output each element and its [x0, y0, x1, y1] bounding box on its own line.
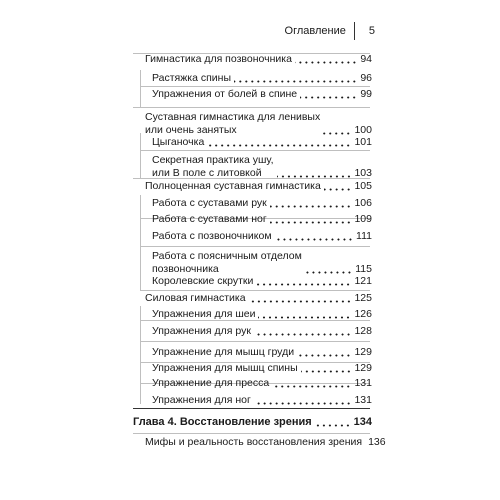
leader-dots: [270, 221, 352, 224]
divider: [133, 433, 370, 434]
divider: [140, 86, 370, 87]
toc-entry-page: 105: [354, 180, 372, 192]
toc-entry-page: 121: [354, 275, 372, 287]
toc-entry-title: Мифы и реальность восстановления зрения: [145, 436, 363, 448]
leader-dots: [315, 424, 351, 427]
toc-entry[interactable]: [152, 72, 372, 85]
toc-entry-title: Растяжка спины: [152, 72, 231, 84]
toc-entry[interactable]: [145, 111, 372, 137]
toc-entry[interactable]: [152, 275, 372, 288]
toc-entry-page: 103: [354, 167, 372, 179]
toc-entry[interactable]: [145, 436, 386, 449]
toc-entry-title: Работа с суставами ног: [152, 213, 267, 225]
toc-entry-title: Работа с поясничным отделом позвоночника: [152, 250, 302, 275]
toc-entry-page: 129: [354, 346, 372, 358]
toc-entry-title: Цыганочка: [152, 136, 205, 148]
toc-entry[interactable]: [152, 394, 372, 407]
toc-entry[interactable]: [145, 53, 372, 66]
toc-entry-title: Упражнения для мышц спины: [152, 362, 298, 374]
page-number: 5: [368, 25, 375, 37]
toc-entry-page: 125: [354, 292, 372, 304]
toc-entry-title: Секретная практика ушу, или В поле с литовкой: [152, 154, 274, 179]
toc-entry-title: Силовая гимнастика: [145, 292, 246, 304]
toc-entry[interactable]: [152, 88, 372, 101]
toc-entry-page: 115: [355, 263, 372, 275]
running-header: [285, 22, 375, 40]
leader-dots: [323, 132, 351, 135]
toc-entry-page: 106: [354, 197, 372, 209]
toc-entry-page: 136: [368, 436, 386, 448]
leader-dots: [272, 385, 351, 388]
leader-dots: [301, 370, 352, 373]
toc-entry[interactable]: [152, 197, 372, 210]
leader-dots: [234, 80, 357, 83]
toc-entry-page: 96: [360, 72, 372, 84]
toc-entry[interactable]: [152, 136, 372, 149]
chapter-divider: [133, 408, 370, 409]
leader-dots: [207, 144, 351, 147]
leader-dots: [256, 283, 351, 286]
divider: [140, 341, 370, 342]
toc-entry-page: 131: [354, 394, 372, 406]
leader-dots: [277, 175, 352, 178]
toc-entry-title: Королевские скрутки: [152, 275, 254, 287]
leader-dots: [305, 271, 352, 274]
leader-dots: [270, 205, 352, 208]
toc-entry[interactable]: [152, 230, 372, 243]
toc-entry-page: 129: [354, 362, 372, 374]
leader-dots: [297, 354, 351, 357]
toc-entry[interactable]: [145, 180, 372, 193]
divider: [140, 246, 370, 247]
toc-entry-page: 111: [356, 230, 372, 242]
toc-entry[interactable]: [145, 292, 372, 305]
toc-entry-page: 131: [354, 377, 372, 389]
toc-entry-title: Упражнение для мышц груди: [152, 346, 295, 358]
leader-dots: [324, 188, 352, 191]
subsection-bar: [140, 195, 141, 291]
subsection-bar: [140, 133, 141, 178]
toc-entry-title: Глава 4. Восстановление зрения: [133, 416, 312, 428]
toc-entry-page: 101: [354, 136, 372, 148]
toc-entry[interactable]: [152, 325, 372, 338]
toc-entry[interactable]: [152, 213, 372, 226]
toc-entry-title: Суставная гимнастика для ленивых или очень занятых: [145, 111, 321, 136]
toc-entry-page: 134: [353, 416, 372, 428]
divider: [133, 107, 370, 108]
leader-dots: [258, 316, 351, 319]
toc-entry-title: Упражнение для пресса: [152, 377, 270, 389]
leader-dots: [275, 238, 353, 241]
toc-entry-title: Гимнастика для позвоночника: [145, 53, 292, 65]
toc-entry-title: Упражнения для шеи: [152, 308, 256, 320]
toc-entry[interactable]: [152, 154, 372, 180]
leader-dots: [295, 61, 357, 64]
toc-entry-title: Работа с позвоночником: [152, 230, 272, 242]
toc-entry[interactable]: [152, 346, 372, 359]
toc-entry-title: Упражнения для ног: [152, 394, 251, 406]
toc-entry-page: 126: [354, 308, 372, 320]
toc-entry-title: Полноценная суставная гимнастика: [145, 180, 321, 192]
divider: [140, 290, 370, 291]
running-header-title: Оглавление: [284, 25, 346, 37]
leader-dots: [254, 402, 352, 405]
toc-entry-page: 128: [354, 325, 372, 337]
toc-entry[interactable]: [152, 250, 372, 276]
leader-dots: [300, 96, 357, 99]
toc-entry-title: Упражнения от болей в спине: [152, 88, 298, 100]
subsection-bar: [140, 70, 141, 107]
toc-entry[interactable]: [152, 377, 372, 390]
toc-entry[interactable]: [152, 362, 372, 375]
toc-chapter-entry[interactable]: [133, 416, 372, 429]
toc-entry-page: 99: [360, 88, 372, 100]
leader-dots: [254, 333, 352, 336]
toc-entry-title: Упражнения для рук: [152, 325, 251, 337]
toc-entry-page: 100: [354, 124, 372, 136]
toc-entry-page: 94: [360, 53, 372, 65]
toc-entry[interactable]: [152, 308, 372, 321]
toc-entry-title: Работа с суставами рук: [152, 197, 267, 209]
toc-entry-page: 109: [354, 213, 372, 225]
divider: [140, 150, 370, 151]
leader-dots: [249, 300, 352, 303]
